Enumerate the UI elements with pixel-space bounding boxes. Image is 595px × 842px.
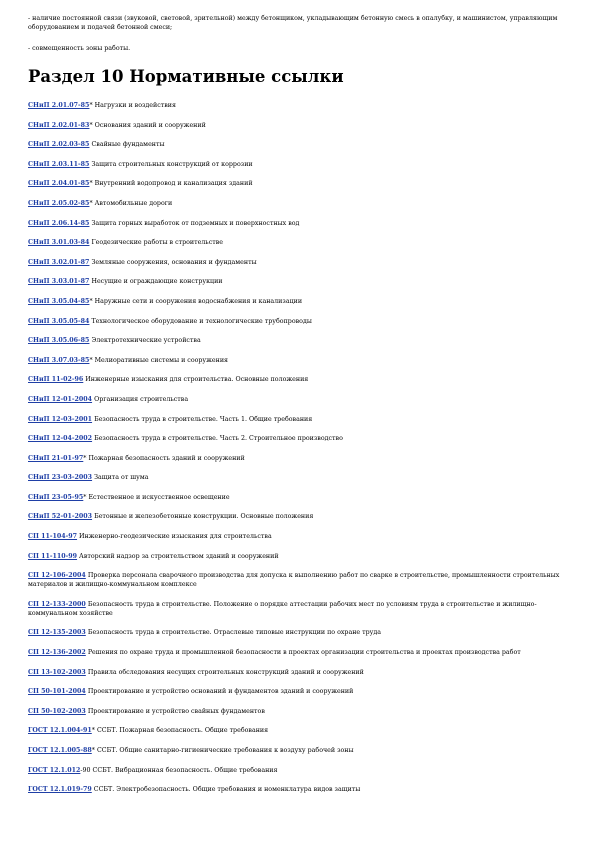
reference-link[interactable]: СНиП 12-04-2002 — [28, 435, 93, 443]
reference-item — [28, 668, 568, 677]
reference-title: Решения по охране труда и промышленной безопасности в проектах организации строительства и проектах производства работ — [85, 649, 521, 657]
reference-link[interactable]: СНиП 2.02.03-85 — [28, 141, 90, 149]
reference-item — [28, 258, 568, 267]
reference-link[interactable]: СП 12-135-2003 — [28, 629, 86, 637]
reference-item — [28, 648, 568, 657]
reference-link[interactable]: СП 12-133-2000 — [28, 600, 86, 608]
reference-title: Проверка персонала сварочного производства для допуска к выполнению работ по сварке в строительстве, промышленности строительных материалов и жилищно-коммунальном комплексе — [28, 572, 560, 589]
intro-text — [28, 14, 568, 53]
reference-suffix: * — [83, 454, 87, 462]
reference-link[interactable]: СП 50-102-2003 — [28, 707, 86, 715]
reference-link[interactable]: СНиП 23-05-95 — [28, 493, 84, 501]
reference-title: Земляные сооружения, основания и фундаменты — [89, 258, 257, 266]
reference-title: ССБТ. Пожарная безопасность. Общие требования — [94, 727, 269, 735]
reference-item — [28, 434, 568, 443]
reference-title: Проектирование и устройство оснований и фундаментов зданий и сооружений — [85, 688, 354, 696]
reference-suffix: * — [89, 356, 93, 364]
reference-link[interactable]: СП 50-101-2004 — [28, 688, 86, 696]
reference-suffix: -90 — [80, 766, 91, 774]
reference-link[interactable]: СНиП 12-03-2001 — [28, 415, 93, 423]
reference-link[interactable]: ГОСТ 12.1.019-79 — [28, 786, 92, 794]
reference-link[interactable]: СНиП 3.03.01-87 — [28, 278, 90, 286]
reference-title: Инженерно-геодезические изыскания для строительства — [77, 533, 272, 541]
reference-suffix: * — [83, 493, 87, 501]
reference-suffix: * — [89, 102, 93, 109]
reference-title: Организация строительства — [92, 395, 189, 403]
reference-title: Мелиоративные системы и сооружения — [92, 356, 229, 364]
reference-link[interactable]: СНиП 3.01.03-84 — [28, 239, 90, 247]
reference-link[interactable]: СНиП 3.02.01-87 — [28, 258, 90, 266]
reference-title: Электротехнические устройства — [89, 337, 201, 345]
reference-suffix: * — [89, 297, 93, 305]
reference-title: Защита от шума — [92, 474, 149, 482]
reference-title: Пожарная безопасность зданий и сооружений — [86, 454, 245, 462]
reference-link[interactable]: СНиП 3.05.05-84 — [28, 317, 90, 325]
reference-suffix: * — [91, 747, 95, 754]
reference-link[interactable]: СНиП 2.02.01-83 — [28, 121, 90, 129]
reference-link[interactable]: СНиП 2.06.14-85 — [28, 219, 90, 227]
reference-item — [28, 297, 568, 306]
reference-link[interactable]: СП 11-110-99 — [28, 552, 78, 560]
reference-link[interactable]: СНиП 3.05.04-85 — [28, 297, 90, 305]
reference-item — [28, 687, 568, 696]
reference-link[interactable]: СП 12-136-2002 — [28, 649, 86, 657]
reference-item — [28, 179, 568, 188]
reference-suffix: * — [91, 727, 95, 735]
reference-link[interactable]: СНиП 52-01-2003 — [28, 513, 93, 521]
reference-link[interactable]: СНиП 11-02-96 — [28, 376, 84, 384]
reference-item — [28, 277, 568, 286]
reference-item — [28, 726, 568, 735]
reference-link[interactable]: СП 13-102-2003 — [28, 668, 86, 676]
intro-paragraph-1: - наличие постоянной связи (звуковой, световой, зрительной) между бетонщиком, укладывающим бетонную смесь в опалубку, и машинистом, управляющим оборудованием и подачей бетонной смеси; — [28, 15, 558, 31]
intro-paragraph-2: - совмещенность зоны работы. — [28, 45, 131, 52]
reference-title: Правила обследования несущих строительных конструкций зданий и сооружений — [85, 668, 364, 676]
reference-link[interactable]: СНиП 23-03-2003 — [28, 474, 93, 482]
reference-title: Безопасность труда в строительстве. Часть 1. Общие требования — [92, 415, 313, 423]
reference-item — [28, 121, 568, 130]
reference-item — [28, 552, 568, 561]
reference-item — [28, 532, 568, 541]
reference-title: Несущие и ограждающие конструкции — [89, 278, 223, 286]
reference-title: Инженерные изыскания для строительства. Основные положения — [83, 376, 309, 384]
reference-item — [28, 600, 568, 618]
reference-item — [28, 785, 568, 794]
reference-link[interactable]: ГОСТ 12.1.004-91 — [28, 727, 92, 735]
reference-link[interactable]: СНиП 21-01-97 — [28, 454, 84, 462]
section-title: Раздел 10 Нормативные ссылки — [28, 67, 344, 86]
reference-item — [28, 473, 568, 482]
reference-title: ССБТ. Общие санитарно-гигиенические требования к воздуху рабочей зоны — [94, 747, 354, 754]
reference-title: Защита строительных конструкций от коррозии — [89, 160, 253, 168]
reference-item — [28, 317, 568, 326]
reference-item — [28, 160, 568, 169]
reference-item — [28, 493, 568, 502]
reference-item — [28, 512, 568, 521]
reference-item — [28, 395, 568, 404]
reference-item — [28, 746, 568, 755]
reference-link[interactable]: СНиП 2.03.11-85 — [28, 160, 90, 168]
reference-item — [28, 219, 568, 228]
reference-item — [28, 356, 568, 365]
reference-link[interactable]: ГОСТ 12.1.012 — [28, 766, 81, 774]
reference-title: Автомобильные дороги — [92, 199, 173, 207]
reference-title: Нагрузки и воздействия — [92, 102, 176, 109]
reference-item — [28, 375, 568, 384]
reference-item — [28, 101, 568, 110]
reference-link[interactable]: ГОСТ 12.1.005-88 — [28, 747, 92, 754]
reference-link[interactable]: СНиП 2.01.07-85 — [28, 102, 90, 109]
reference-title: Авторский надзор за строительством зданий и сооружений — [77, 552, 279, 560]
reference-item — [28, 628, 568, 637]
reference-item — [28, 571, 568, 589]
reference-title: Наружные сети и сооружения водоснабжения и канализации — [92, 297, 303, 305]
reference-item — [28, 336, 568, 345]
reference-title: Естественное и искусственное освещение — [86, 493, 230, 501]
reference-link[interactable]: СНиП 2.05.02-85 — [28, 199, 90, 207]
reference-suffix: * — [89, 121, 93, 129]
reference-title: ССБТ. Электробезопасность. Общие требования и номенклатура видов защиты — [91, 786, 361, 794]
reference-title: Основания зданий и сооружений — [92, 121, 206, 129]
reference-title: Безопасность труда в строительстве. Отраслевые типовые инструкции по охране труда — [85, 629, 381, 637]
reference-title: Проектирование и устройство свайных фундаментов — [85, 707, 265, 715]
reference-item — [28, 199, 568, 208]
reference-link[interactable]: СНиП 3.05.06-85 — [28, 337, 90, 345]
reference-title: Бетонные и железобетонные конструкции. Основные положения — [92, 513, 314, 521]
reference-item — [28, 707, 568, 716]
reference-item — [28, 766, 568, 775]
reference-title: Геодезические работы в строительстве — [89, 239, 224, 247]
reference-item — [28, 415, 568, 424]
reference-item — [28, 454, 568, 463]
reference-link[interactable]: СП 12-106-2004 — [28, 572, 86, 580]
reference-link[interactable]: СНиП 12-01-2004 — [28, 395, 93, 403]
reference-item — [28, 140, 568, 149]
reference-list — [28, 101, 568, 794]
reference-title: Внутренний водопровод и канализация зданий — [92, 180, 253, 188]
reference-link[interactable]: СНиП 3.07.03-85 — [28, 356, 90, 364]
document-page — [28, 14, 568, 805]
reference-title: Безопасность труда в строительстве. Часть 2. Строительное производство — [92, 435, 343, 443]
reference-title: Безопасность труда в строительстве. Положение о порядке аттестации рабочих мест по условиям труда в строительстве и жилищно-коммунальном хозяйстве — [28, 600, 537, 617]
reference-title: Технологическое оборудование и технологические трубопроводы — [89, 317, 312, 325]
reference-item — [28, 238, 568, 247]
reference-title: Свайные фундаменты — [89, 141, 165, 149]
reference-title: ССБТ. Вибрационная безопасность. Общие требования — [90, 766, 278, 774]
reference-link[interactable]: СНиП 2.04.01-85 — [28, 180, 90, 188]
reference-suffix: * — [89, 180, 93, 188]
reference-suffix: * — [89, 199, 93, 207]
reference-title: Защита горных выработок от подземных и поверхностных вод — [89, 219, 300, 227]
reference-link[interactable]: СП 11-104-97 — [28, 533, 78, 541]
